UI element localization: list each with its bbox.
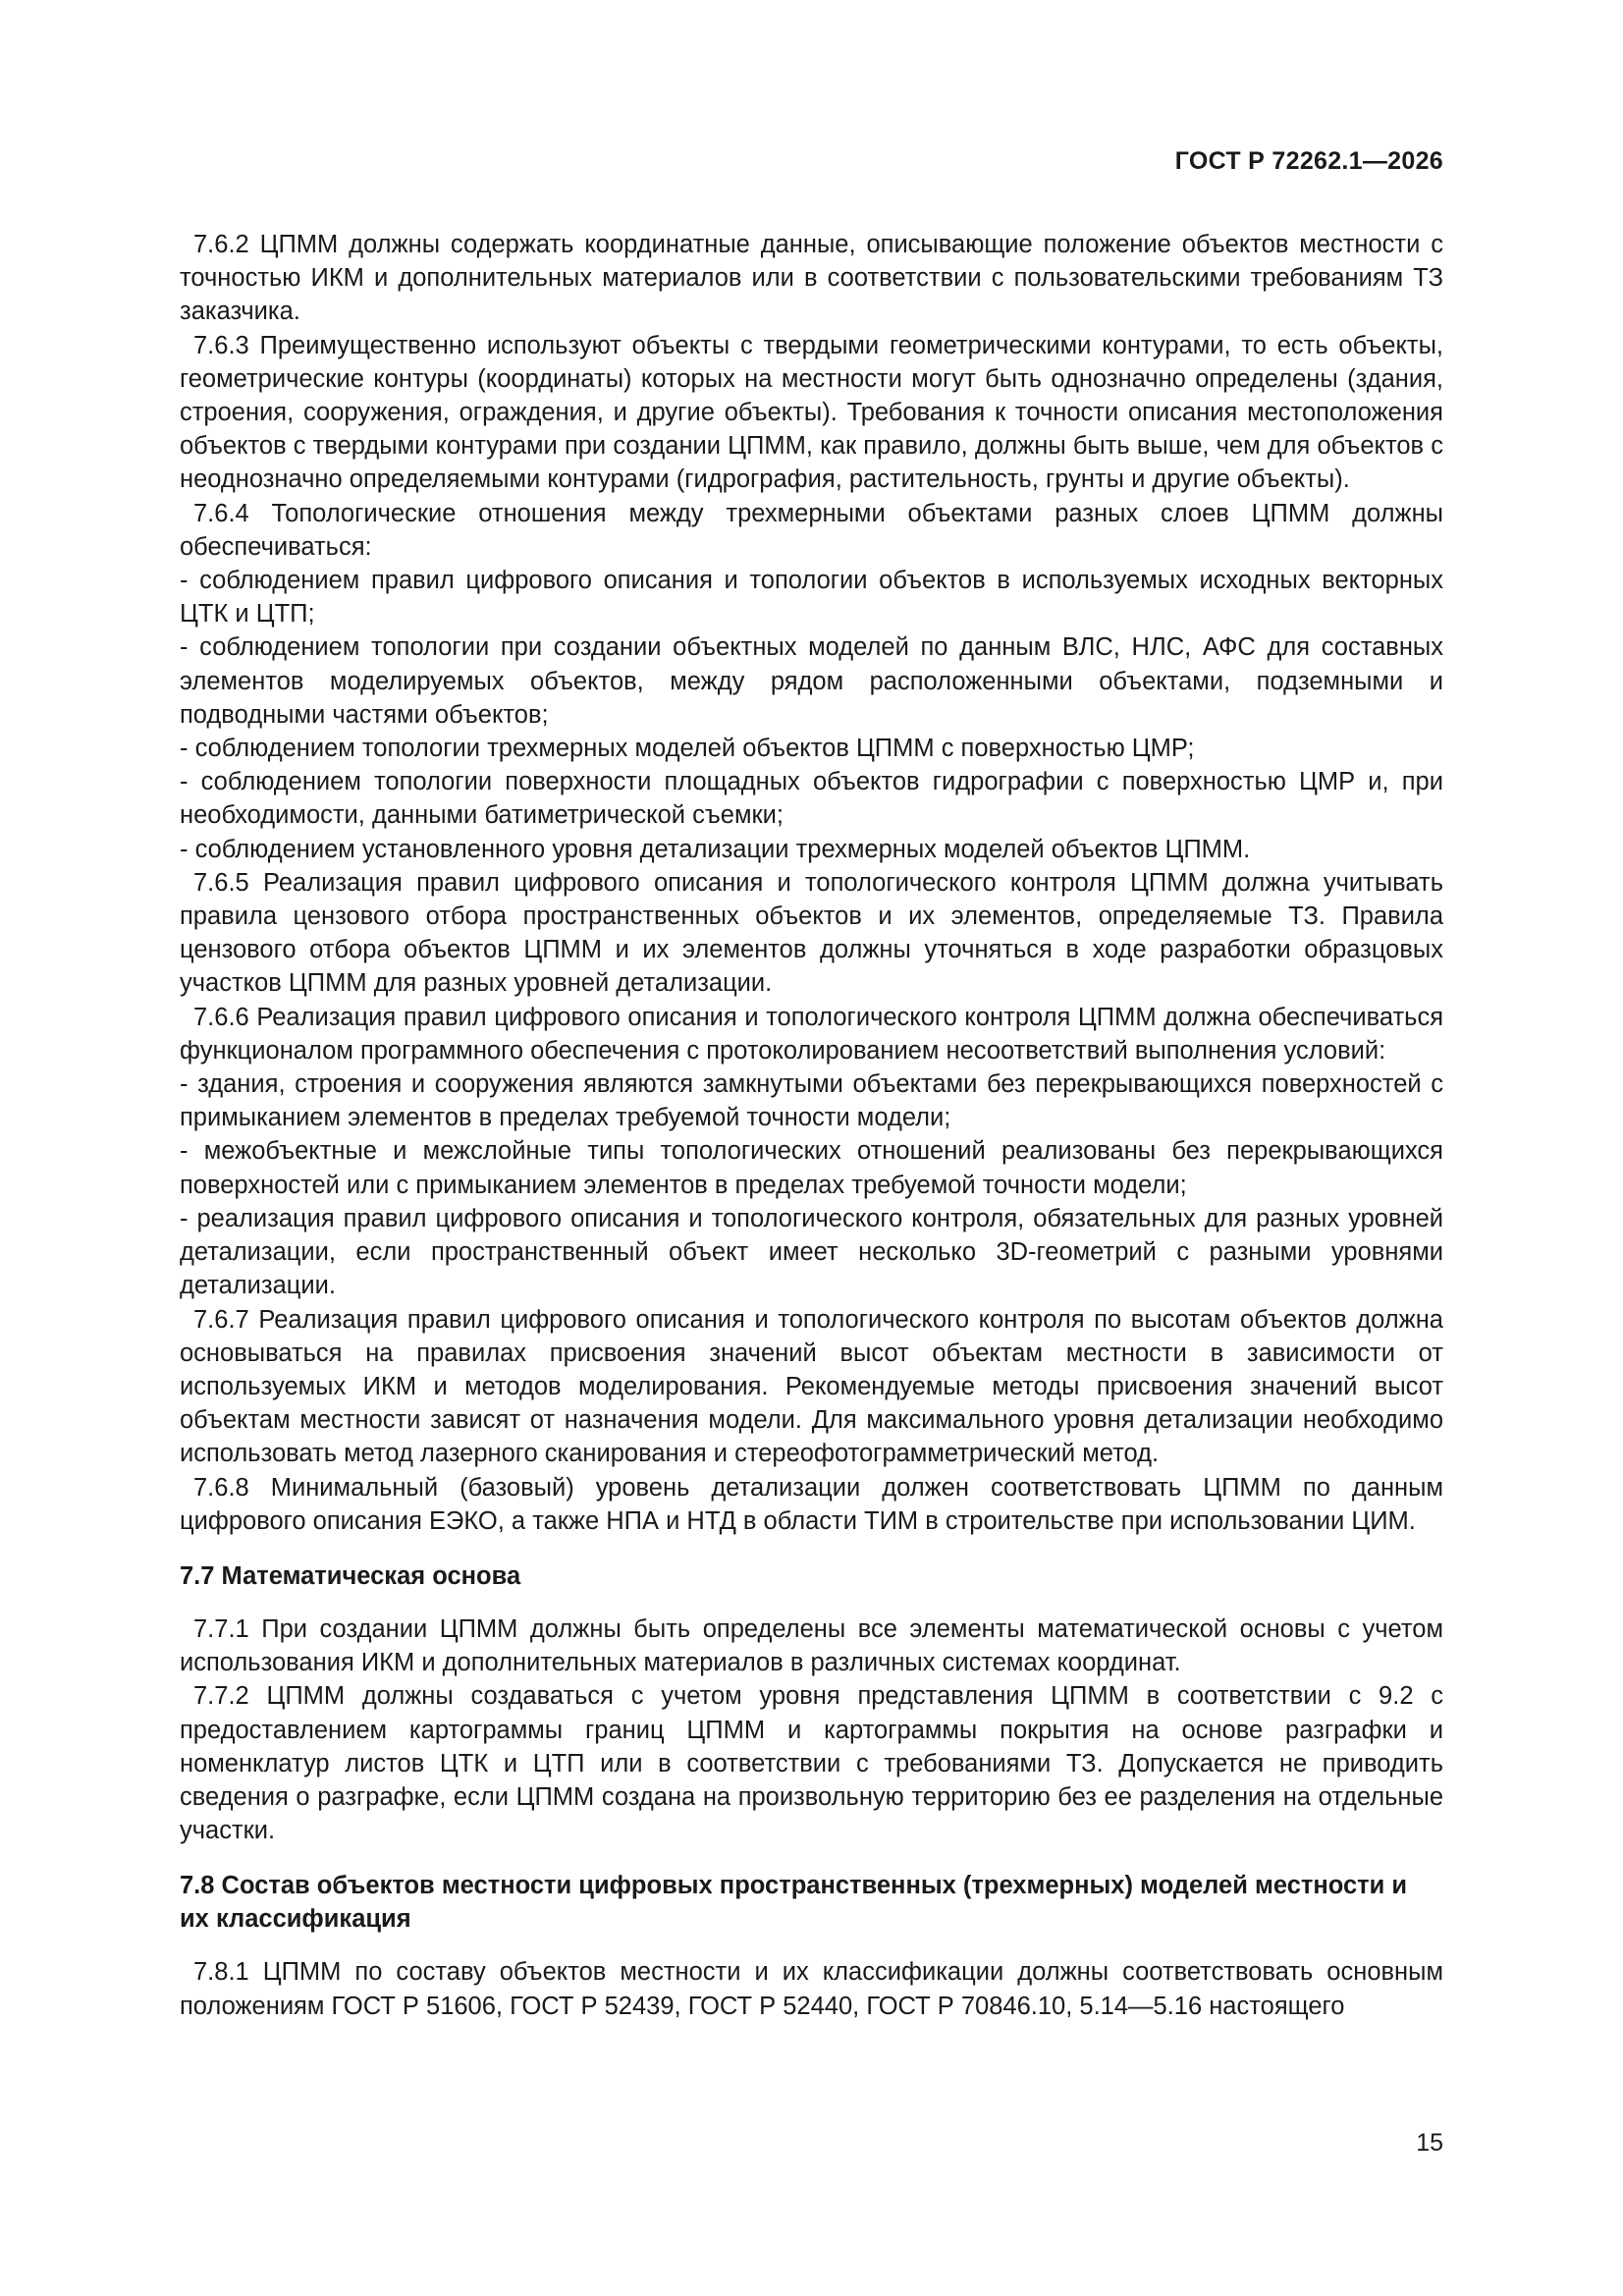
list-item: - соблюдением топологии при создании объектных моделей по данным ВЛС, НЛС, АФС для составных элементов моделируемых объектов, между рядом расположенными объектами, подземными и подводными частями объектов; [180,633,1443,729]
paragraph-7-6-5: 7.6.5 Реализация правил цифрового описания и топологического контроля ЦПММ должна учитывать правила цензового отбора пространственных объектов и их элементов, определяемые ТЗ. Правила цензового отбора объектов ЦПММ и их элементов должны уточняться в ходе разработки образцовых участков ЦПММ для разных уровней детализации. [180,868,1443,998]
list-item: - реализация правил цифрового описания и топологического контроля, обязательных для разных уровней детализации, если пространственный объект имеет несколько 3D-геометрий с разными уровнями детализации. [180,1204,1443,1300]
list-item: - соблюдением топологии трехмерных моделей объектов ЦПММ с поверхностью ЦМР; [180,735,1195,763]
document-body [180,228,1443,2023]
paragraph-7-7-2: 7.7.2 ЦПММ должны создаваться с учетом уровня представления ЦПММ в соответствии с 9.2 с предоставлением картограммы границ ЦПММ и картограммы покрытия на основе разграфки и номенклатур листов ЦТК и ЦТП или в соответствии с требованиями ТЗ. Допускается не приводить сведения о разграфке, если ЦПММ создана на произвольную территорию без ее разделения на отдельные участки. [180,1682,1443,1845]
paragraph-7-7-1: 7.7.1 При создании ЦПММ должны быть определены все элементы математической основы с учетом использования ИКМ и дополнительных материалов в различных системах координат. [180,1614,1443,1677]
list-item: - здания, строения и сооружения являются замкнутыми объектами без перекрывающихся поверхностей с примыканием элементов в пределах требуемой точности модели; [180,1070,1443,1132]
section-heading-7-7: 7.7 Математическая основа [180,1561,521,1590]
page-number: 15 [1416,2129,1443,2157]
list-item: - межобъектные и межслойные типы топологических отношений реализованы без перекрывающихся поверхностей или с примыканием элементов в пределах требуемой точности модели; [180,1137,1443,1199]
paragraph-7-6-4: 7.6.4 Топологические отношения между трехмерными объектами разных слоев ЦПММ должны обеспечиваться: [180,499,1443,561]
section-heading-7-8: 7.8 Состав объектов местности цифровых пространственных (трехмерных) моделей местности и их классификация [180,1872,1408,1934]
list-item: - соблюдением правил цифрового описания и топологии объектов в используемых исходных векторных ЦТК и ЦТП; [180,567,1443,629]
list-item: - соблюдением установленного уровня детализации трехмерных моделей объектов ЦПММ. [180,835,1251,863]
paragraph-7-6-8: 7.6.8 Минимальный (базовый) уровень детализации должен соответствовать ЦПММ по данным цифрового описания ЕЭКО, а также НПА и НТД в области ТИМ в строительстве при использовании ЦИМ. [180,1473,1443,1535]
paragraph-7-6-7: 7.6.7 Реализация правил цифрового описания и топологического контроля по высотам объектов должна основываться на правилах присвоения значений высот объектам местности в зависимости от используемых ИКМ и методов моделирования. Рекомендуемые методы присвоения значений высот объектам местности зависят от назначения модели. Для максимального уровня детализации необходимо использовать метод лазерного сканирования и стереофотограмметрический метод. [180,1305,1443,1468]
paragraph-7-8-1: 7.8.1 ЦПММ по составу объектов местности и их классификации должны соответствовать основным положениям ГОСТ Р 51606, ГОСТ Р 52439, ГОСТ Р 52440, ГОСТ Р 70846.10, 5.14—5.16 настоящего [180,1958,1443,2020]
paragraph-7-6-3: 7.6.3 Преимущественно используют объекты с твердыми геометрическими контурами, то есть объекты, геометрические контуры (координаты) которых на местности могут быть однозначно определены (здания, строения, сооружения, ограждения, и другие объекты). Требования к точности описания местоположения объектов с твердыми контурами при создании ЦПММ, как правило, должны быть выше, чем для объектов с неоднозначно определяемыми контурами (гидрография, растительность, грунты и другие объекты). [180,331,1443,494]
paragraph-7-6-6: 7.6.6 Реализация правил цифрового описания и топологического контроля ЦПММ должна обеспечиваться функционалом программного обеспечения с протоколированием несоответствий выполнения условий: [180,1003,1443,1065]
list-item: - соблюдением топологии поверхности площадных объектов гидрографии с поверхностью ЦМР и, при необходимости, данными батиметрической съемки; [180,768,1443,830]
paragraph-7-6-2: 7.6.2 ЦПММ должны содержать координатные данные, описывающие положение объектов местности с точностью ИКМ и дополнительных материалов или в соответствии с пользовательскими требованиям ТЗ заказчика. [180,231,1443,326]
document-header: ГОСТ Р 72262.1—2026 [1174,147,1443,175]
